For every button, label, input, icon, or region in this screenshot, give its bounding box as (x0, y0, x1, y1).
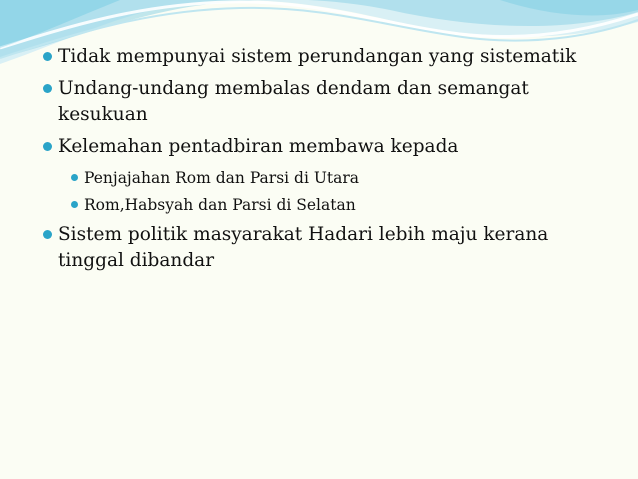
bullet-text: Undang-undang membalas dendam dan semangat kesukuan (58, 78, 529, 125)
bullet-item (0, 76, 638, 128)
bullet-icon (43, 142, 52, 151)
bullet-item (0, 44, 638, 70)
bullet-text: Tidak mempunyai sistem perundangan yang sistematik (58, 46, 577, 67)
bullet-icon (43, 52, 52, 61)
bullet-icon (43, 230, 52, 239)
bullet-item (0, 222, 638, 274)
bullet-text: Sistem politik masyarakat Hadari lebih maju kerana tinggal dibandar (58, 224, 549, 271)
bullet-text: Penjajahan Rom dan Parsi di Utara (84, 169, 360, 187)
bullet-text: Kelemahan pentadbiran membawa kepada (58, 136, 459, 157)
bullet-list (0, 44, 638, 274)
sub-bullet-item (0, 194, 638, 216)
bullet-item (0, 134, 638, 160)
sub-bullet-item (0, 167, 638, 189)
bullet-icon (71, 201, 78, 208)
bullet-text: Rom,Habsyah dan Parsi di Selatan (84, 196, 356, 214)
bullet-icon (71, 174, 78, 181)
bullet-icon (43, 84, 52, 93)
